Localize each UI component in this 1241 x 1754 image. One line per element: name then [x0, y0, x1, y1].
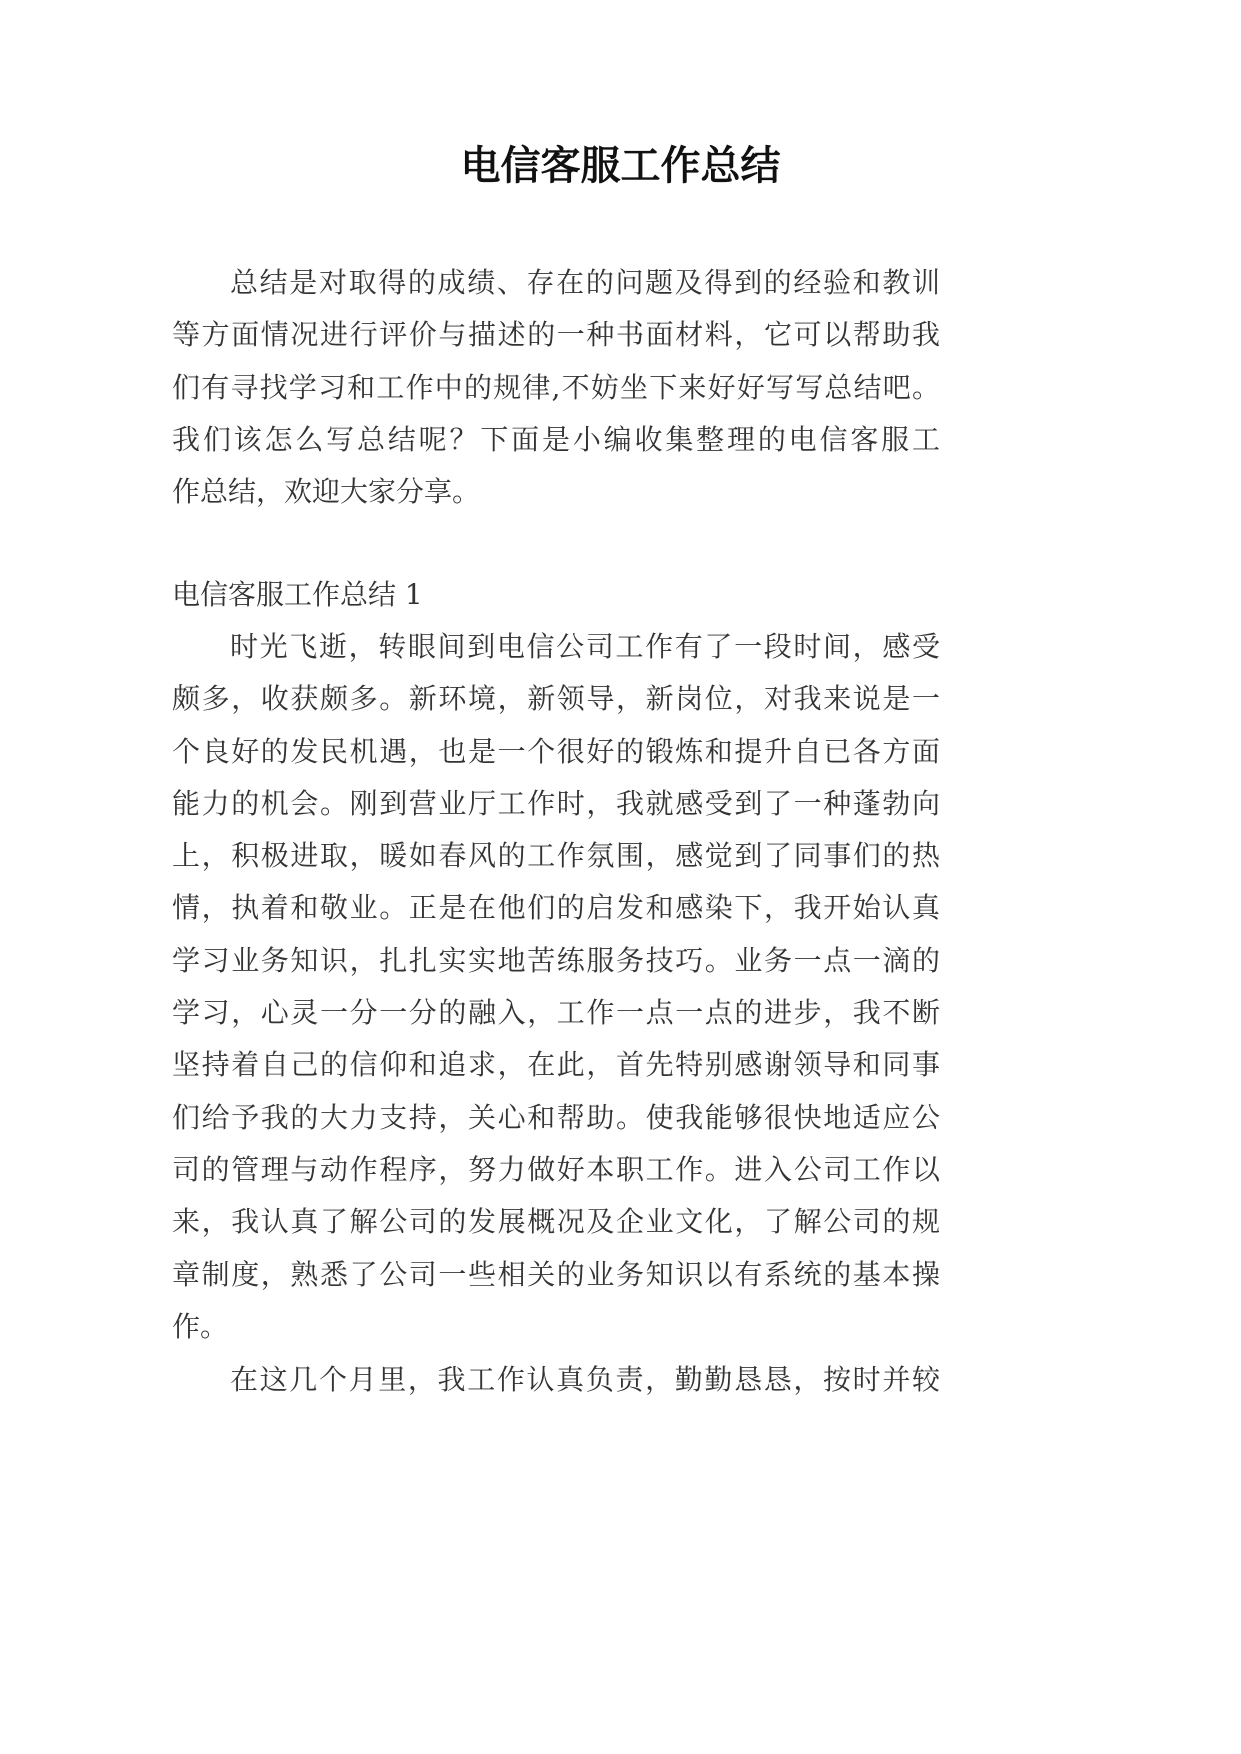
paragraph-line: 司的管理与动作程序，努力做好本职工作。进入公司工作以 [172, 1152, 940, 1186]
document-title: 电信客服工作总结 [460, 142, 781, 189]
paragraph-line: 们给予我的大力支持，关心和帮助。使我能够很快地适应公 [172, 1100, 940, 1134]
paragraph-line: 上，积极进取，暖如春风的工作氛围，感觉到了同事们的热 [172, 839, 940, 873]
paragraph-line: 来，我认真了解公司的发展概况及企业文化，了解公司的规 [172, 1205, 940, 1239]
paragraph-line: 作总结，欢迎大家分享。 [172, 475, 481, 509]
body-paragraph-1 [172, 621, 940, 1353]
paragraph-line: 时光飞逝，转眼间到电信公司工作有了一段时间，感受 [230, 630, 940, 663]
body-paragraph-2 [172, 1354, 940, 1406]
paragraph-line: 们有寻找学习和工作中的规律,不妨坐下来好好写写总结吧。 [172, 370, 940, 404]
paragraph-line: 坚持着自己的信仰和追求，在此，首先特别感谢领导和同事 [172, 1048, 940, 1082]
paragraph-line: 学习业务知识，扎扎实实地苦练服务技巧。业务一点一滴的 [172, 943, 940, 977]
intro-paragraph [172, 257, 940, 518]
paragraph-line: 作。 [172, 1309, 229, 1343]
paragraph-line: 章制度，熟悉了公司一些相关的业务知识以有系统的基本操 [172, 1257, 940, 1291]
paragraph-line: 情，执着和敬业。正是在他们的启发和感染下，我开始认真 [172, 891, 940, 925]
paragraph-line: 在这几个月里，我工作认真负责，勤勤恳恳，按时并较 [230, 1363, 940, 1396]
paragraph-line: 等方面情况进行评价与描述的一种书面材料，它可以帮助我 [172, 318, 940, 352]
section-heading-block [172, 569, 940, 621]
paragraph-line: 总结是对取得的成绩、存在的问题及得到的经验和教训 [230, 266, 940, 299]
paragraph-line: 能力的机会。刚到营业厅工作时，我就感受到了一种蓬勃向 [172, 786, 940, 820]
paragraph-line: 学习，心灵一分一分的融入，工作一点一点的进步，我不断 [172, 996, 940, 1030]
paragraph-line: 个良好的发民机遇，也是一个很好的锻炼和提升自已各方面 [172, 734, 940, 768]
paragraph-line: 颇多，收获颇多。新环境，新领导，新岗位，对我来说是一 [172, 682, 940, 716]
section-heading: 电信客服工作总结 1 [172, 578, 423, 611]
paragraph-line: 我们该怎么写总结呢？下面是小编收集整理的电信客服工 [172, 422, 940, 456]
